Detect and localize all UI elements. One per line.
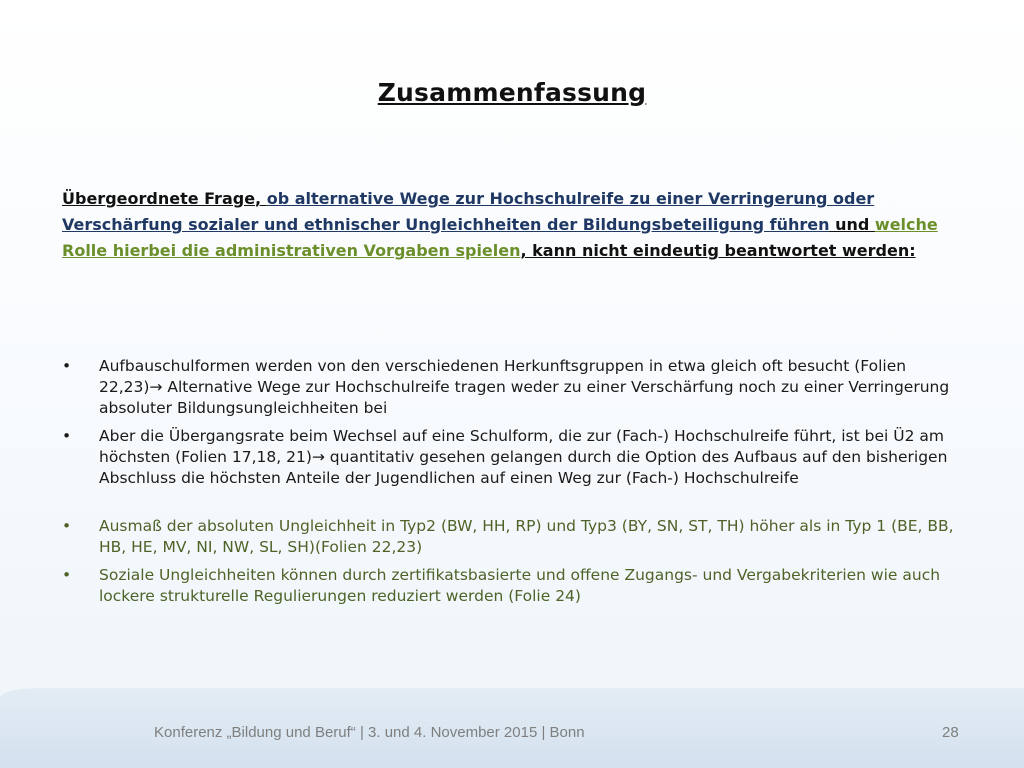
bullet-item	[62, 565, 962, 607]
bullet-dot-icon: •	[62, 427, 72, 445]
slide-title: Zusammenfassung	[377, 78, 647, 107]
question-part-administrative-role: welche Rolle hierbei die administrativen Vorgaben spielen	[62, 215, 938, 260]
bullet-item	[62, 516, 962, 558]
bullet-dot-icon: •	[62, 357, 72, 375]
page-number: 28	[942, 724, 959, 741]
question-conjunction: und	[829, 215, 875, 234]
footer-conference-info: Konferenz „Bildung und Beruf“ | 3. und 4. November 2015 | Bonn	[154, 724, 585, 741]
bullet-text: Soziale Ungleichheiten können durch zertifikatsbasierte und offene Zugangs- und Vergabekriterien wie auch lockere strukturelle Regulierungen reduziert werden (Folie 24)	[99, 566, 941, 605]
bullet-text: Aber die Übergangsrate beim Wechsel auf eine Schulform, die zur (Fach-) Hochschulreife führt, ist bei Ü2 am höchsten (Folien 17,18, 21)→ quantitativ gesehen gelangen durch die Option des Aufbaus auf den bisherigen Abschluss die höchsten Anteile der Jugendlichen auf einen Weg zur (Fach-) Hochschulreife	[99, 427, 948, 487]
bullet-dot-icon: •	[62, 566, 72, 584]
question-part-intro: Übergeordnete Frage	[62, 189, 256, 208]
question-separator: ,	[255, 189, 267, 208]
bullet-dot-icon: •	[62, 517, 72, 535]
bullet-item	[62, 426, 962, 489]
bullet-text: Ausmaß der absoluten Ungleichheit in Typ2 (BW, HH, RP) und Typ3 (BY, SN, ST, TH) höher als in Typ 1 (BE, BB, HB, HE, MV, NI, NW, SL, SH)(Folien 22,23)	[99, 517, 954, 556]
bullet-text: Aufbauschulformen werden von den verschiedenen Herkunftsgruppen in etwa gleich oft besucht (Folien 22,23)→ Alternative Wege zur Hochschulreife tragen weder zu einer Verschärfung noch zu einer Verringerung absoluter Bildungsungleichheiten bei	[99, 357, 950, 417]
guiding-question	[62, 186, 952, 264]
question-part-conclusion: , kann nicht eindeutig beantwortet werden:	[520, 241, 916, 260]
bullet-item	[62, 356, 962, 419]
bullet-list	[62, 356, 962, 614]
question-part-alternative-paths: ob alternative Wege zur Hochschulreife zu einer Verringerung oder Verschärfung sozialer und ethnischer Ungleichheiten der Bildungsbeteiligung führen	[62, 189, 875, 234]
